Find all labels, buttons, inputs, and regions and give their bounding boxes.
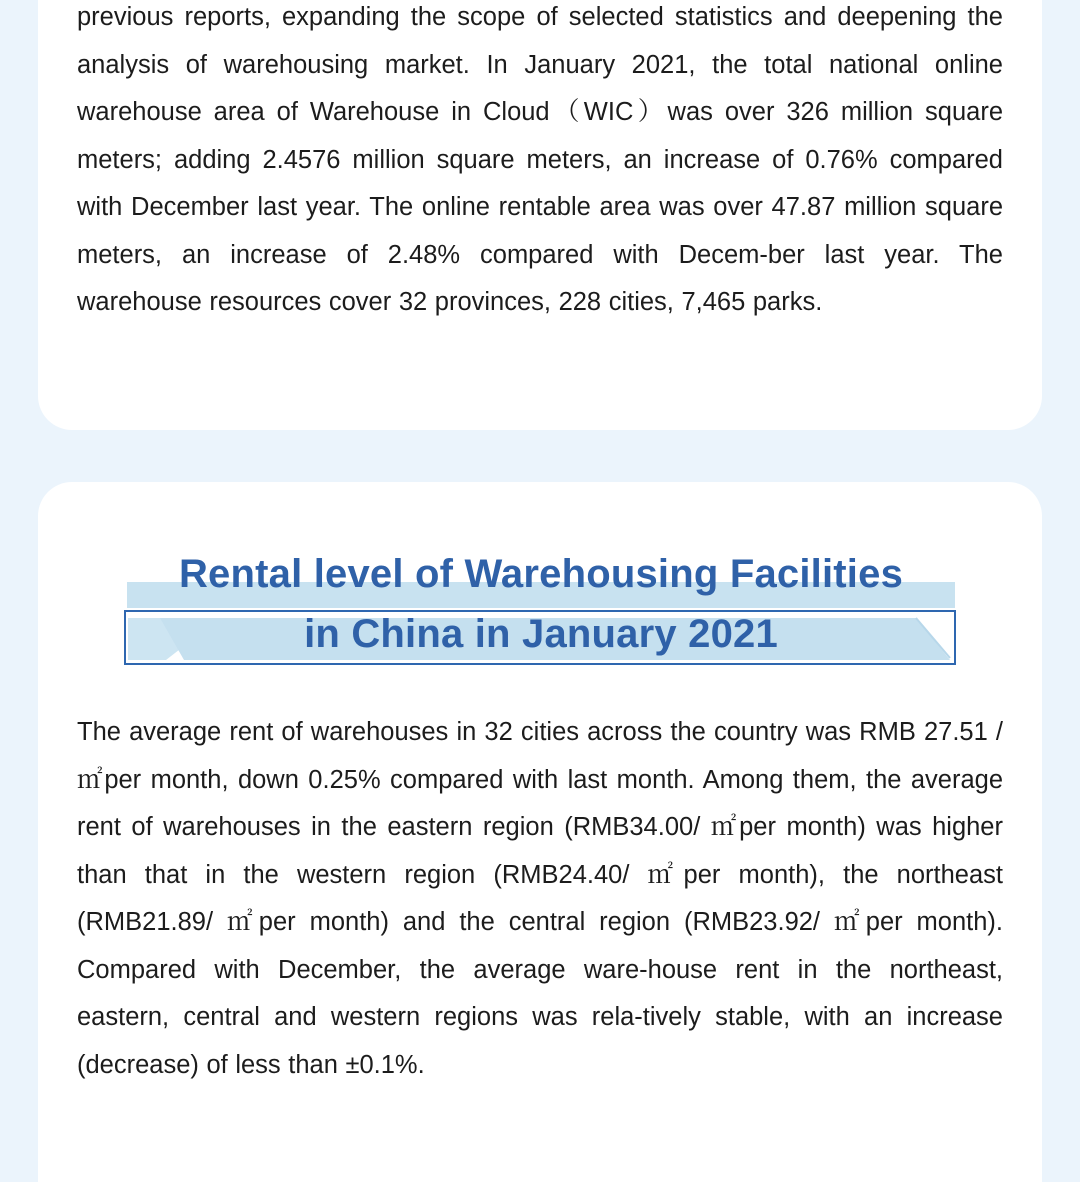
section-title-line-2: in China in January 2021 <box>304 612 778 656</box>
section-title-banner <box>124 548 958 668</box>
section-title-line-1: Rental level of Warehousing Facilities <box>178 552 904 596</box>
rental-paragraph: The average rent of warehouses in 32 cities across the country was RMB 27.51 / ㎡per month, down 0.25% compared with last month. Among them, the average rent of warehouses in the eastern region (RMB34.00/ ㎡per month) was higher than that in the western region (RMB24.40/ ㎡per month), the northeast (RMB21.89/ ㎡per month) and the central region (RMB23.92/ ㎡per month). Compared with December, the average ware-house rent in the northeast, eastern, central and western regions was rela-tively stable, with an increase (decrease) of less than ±0.1%. <box>77 718 1003 1079</box>
intro-paragraph: previous reports, expanding the scope of selected statistics and deepening the analysis of warehousing market. In January 2021, the total national online warehouse area of Warehouse in Cloud（WIC）was over 326 million square meters; adding 2.4576 million square meters, an increase of 0.76% compared with December last year. The online rentable area was over 47.87 million square meters, an increase of 2.48% compared with Decem-ber last year. The warehouse resources cover 32 provinces, 228 cities, 7,465 parks. <box>77 3 1003 316</box>
